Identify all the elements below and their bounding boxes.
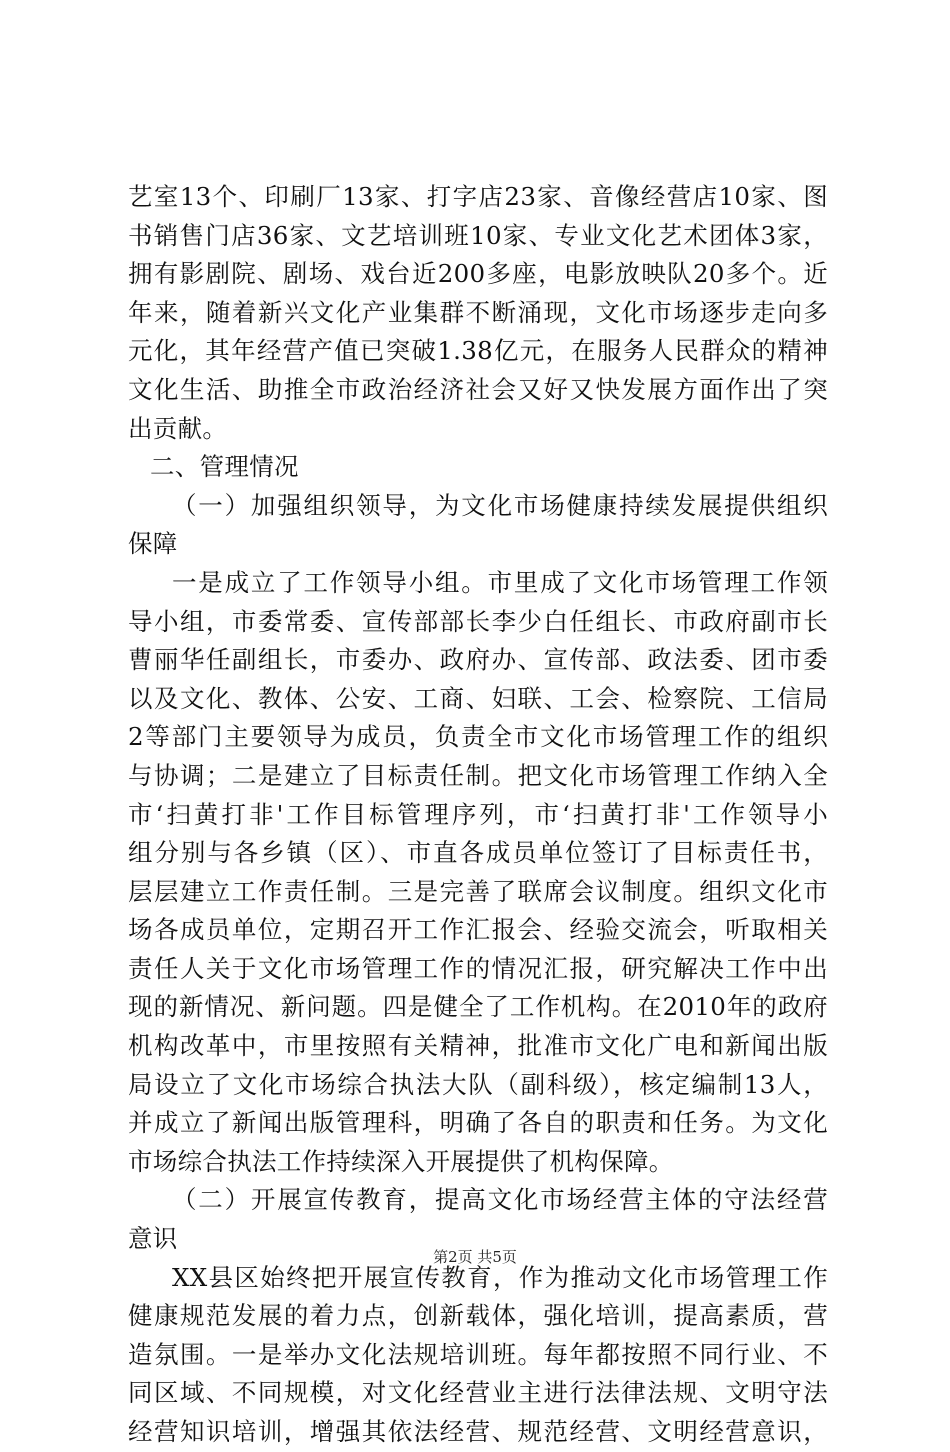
text-line: 拥有影剧院、剧场、戏台近200多座，电影放映队20多个。近 [128,259,828,289]
text-line: 机构改革中，市里按照有关精神，批准市文化广电和新闻出版 [128,1031,828,1061]
text-line: （二）开展宣传教育，提高文化市场经营主体的守法经营 [172,1185,828,1215]
page-footer: 第2页 共5页 [433,1248,517,1266]
text-line: 与协调；二是建立了目标责任制。把文化市场管理工作纳入全 [128,760,828,790]
text-line: 出贡献。 [128,413,228,443]
text-line: 责任人关于文化市场管理工作的情况汇报，研究解决工作中出 [128,953,828,983]
text-line: 年来，随着新兴文化产业集群不断涌现，文化市场逐步走向多 [128,297,828,327]
text-line: XX县区始终把开展宣传教育，作为推动文化市场管理工作 [172,1262,828,1292]
text-line: 市场综合执法工作持续深入开展提供了机构保障。 [128,1146,674,1176]
text-line: 导小组，市委常委、宣传部部长李少白任组长、市政府副市长 [128,606,828,636]
text-line: 同区域、不同规模，对文化经营业主进行法律法规、文明守法 [128,1378,828,1408]
text-line: 以及文化、教体、公安、工商、妇联、工会、检察院、工信局 [128,683,828,713]
text-line: 2等部门主要领导为成员，负责全市文化市场管理工作的组织 [128,722,828,752]
text-line: 元化，其年经营产值已突破1.38亿元，在服务人民群众的精神 [128,336,828,366]
text-line: 意识 [128,1224,178,1254]
text-line: 曹丽华任副组长，市委办、政府办、宣传部、政法委、团市委 [128,645,828,675]
text-line: 局设立了文化市场综合执法大队（副科级），核定编制13人， [128,1069,828,1099]
text-line: 场各成员单位，定期召开工作汇报会、经验交流会，听取相关 [128,915,828,945]
text-line: 保障 [128,529,178,559]
text-line: 并成立了新闻出版管理科，明确了各自的职责和任务。为文化 [128,1108,828,1138]
text-line: 市‘扫黄打非'工作目标管理序列，市‘扫黄打非'工作领导小 [128,799,828,829]
text-line: 健康规范发展的着力点，创新载体，强化培训，提高素质，营 [128,1301,828,1331]
text-line: 艺室13个、印刷厂13家、打字店23家、音像经营店10家、图 [128,182,828,211]
text-line: 经营知识培训，增强其依法经营、规范经营、文明经营意识， [128,1417,828,1446]
text-line: （一）加强组织领导，为文化市场健康持续发展提供组织 [172,490,828,520]
text-line: 二、管理情况 [150,452,299,482]
text-line: 组分别与各乡镇（区）、市直各成员单位签订了目标责任书， [128,838,828,868]
text-line: 层层建立工作责任制。三是完善了联席会议制度。组织文化市 [128,876,828,906]
text-line: 文化生活、助推全市政治经济社会又好又快发展方面作出了突 [128,374,828,404]
text-line: 一是成立了工作领导小组。市里成了文化市场管理工作领 [172,567,828,597]
text-line: 书销售门店36家、文艺培训班10家、专业文化艺术团体3家， [128,220,828,250]
text-line: 现的新情况、新问题。四是健全了工作机构。在2010年的政府 [128,992,828,1022]
text-line: 造氛围。一是举办文化法规培训班。每年都按照不同行业、不 [128,1339,828,1369]
